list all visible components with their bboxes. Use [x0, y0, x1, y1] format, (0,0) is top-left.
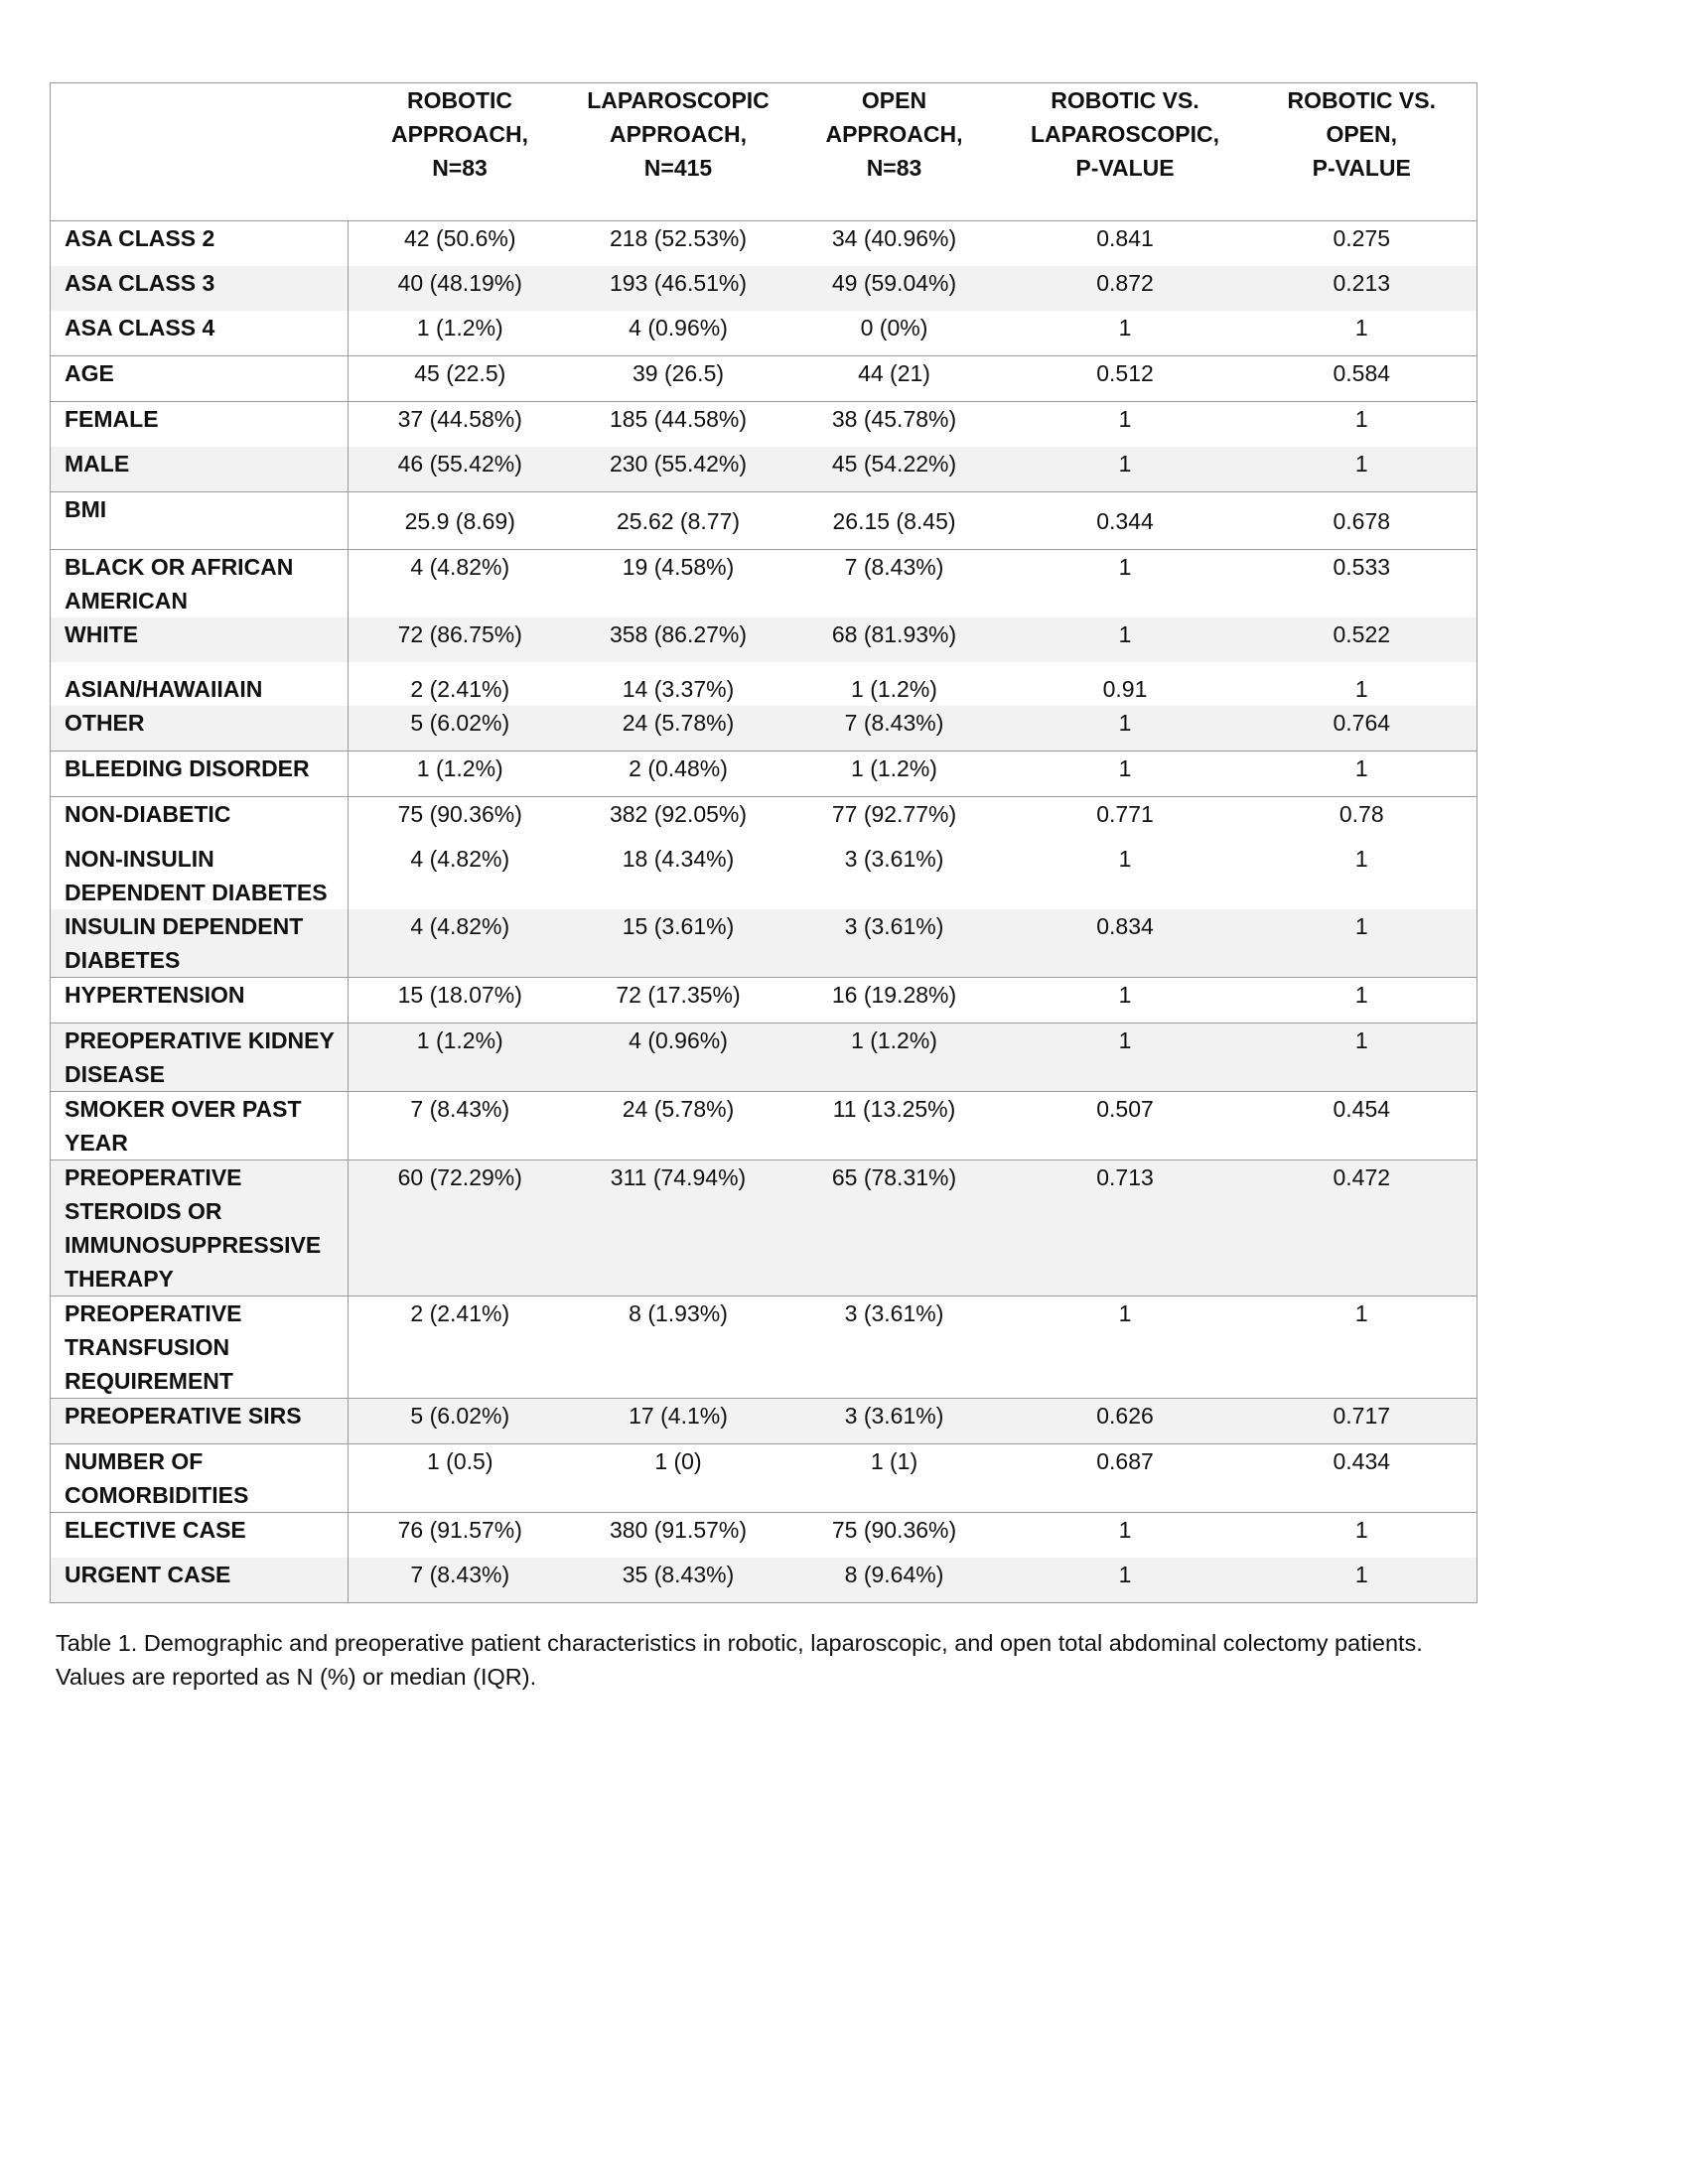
header-line: LAPAROSCOPIC,: [1031, 121, 1219, 147]
cell-value: 0.626: [1004, 1399, 1247, 1444]
table-row: [51, 492, 1477, 550]
cell-value: 7 (8.43%): [349, 1558, 572, 1603]
header-line: ROBOTIC: [406, 87, 513, 113]
table-row: [51, 356, 1477, 402]
cell-value: 4 (4.82%): [410, 846, 510, 872]
cell-value: 0.841: [1096, 225, 1154, 251]
cell-value: 24 (5.78%): [572, 1092, 785, 1160]
header-cell-robotic-vs-open: [1247, 83, 1477, 221]
row-label: AGE: [51, 356, 349, 402]
table-row: [51, 311, 1477, 356]
cell-value: 1: [1004, 617, 1247, 662]
cell-value: 1: [1004, 1558, 1247, 1603]
cell-value: 0.507: [1004, 1092, 1247, 1160]
cell-value: 0.434: [1247, 1444, 1477, 1513]
cell-value: 77 (92.77%): [785, 797, 1004, 843]
cell-value: 68 (81.93%): [785, 617, 1004, 662]
cell-value: 1: [1247, 1297, 1477, 1399]
cell-value: 230 (55.42%): [572, 447, 785, 492]
cell-value: 8 (1.93%): [572, 1297, 785, 1399]
cell-value: 3 (3.61%): [785, 1297, 1004, 1399]
cell-value: 1 (1): [785, 1444, 1004, 1513]
cell-value: 1: [1004, 1024, 1247, 1092]
row-label: ASA CLASS 4: [51, 311, 349, 356]
cell-value: 0.91: [1102, 676, 1148, 702]
row-label: ASA CLASS 3: [51, 266, 349, 311]
cell-value: 1: [1004, 978, 1247, 1024]
cell-value: 1: [1004, 1513, 1247, 1559]
row-label: ELECTIVE CASE: [51, 1513, 349, 1559]
cell-value: 42 (50.6%): [403, 225, 516, 251]
header-line: N=83: [866, 155, 922, 181]
cell-value: 1: [1247, 1024, 1477, 1092]
cell-value: 40 (48.19%): [349, 266, 572, 311]
table-row: [51, 447, 1477, 492]
header-line: ROBOTIC VS.: [1287, 87, 1436, 113]
table-caption: Table 1. Demographic and preoperative patient characteristics in robotic, laparoscopic, and open total abdominal colectomy patients. Values are reported as N (%) or median (IQR).: [56, 1629, 1423, 1690]
cell-value: 38 (45.78%): [785, 402, 1004, 448]
row-label: HYPERTENSION: [51, 978, 349, 1024]
cell-value: 25.9 (8.69): [349, 492, 572, 550]
cell-value: 1 (1.2%): [349, 1024, 572, 1092]
cell-value: 45 (54.22%): [785, 447, 1004, 492]
table-row: [51, 797, 1477, 843]
cell-value: 1 (1.2%): [785, 751, 1004, 797]
cell-value: 3 (3.61%): [785, 1399, 1004, 1444]
row-label: PREOPERATIVE SIRS: [51, 1399, 349, 1444]
cell-value: 1 (1.2%): [785, 1024, 1004, 1092]
cell-value: 0.78: [1247, 797, 1477, 843]
row-label: BLACK OR AFRICAN AMERICAN: [51, 550, 349, 618]
row-label: INSULIN DEPENDENT DIABETES: [51, 909, 349, 978]
table-row: [51, 617, 1477, 662]
cell-value: 1: [1004, 550, 1247, 618]
table-row: [51, 978, 1477, 1024]
table-row: [51, 662, 1477, 706]
cell-value: 380 (91.57%): [572, 1513, 785, 1559]
cell-value: 1: [1004, 1297, 1247, 1399]
cell-value: 1: [1247, 751, 1477, 797]
row-label: ASIAN/HAWAIIAIN: [51, 662, 349, 706]
table-row: [51, 221, 1477, 267]
cell-value: 15 (18.07%): [349, 978, 572, 1024]
cell-value: 76 (91.57%): [349, 1513, 572, 1559]
header-line: P-VALUE: [1312, 155, 1411, 181]
header-line: LAPAROSCOPIC: [587, 87, 770, 113]
row-label: URGENT CASE: [51, 1558, 349, 1603]
cell-value: 0.512: [1004, 356, 1247, 402]
table-row: [51, 1297, 1477, 1399]
cell-value: 1 (1.2%): [349, 751, 572, 797]
table-row: [51, 402, 1477, 448]
cell-value: 0.771: [1004, 797, 1247, 843]
cell-value: 4 (0.96%): [629, 315, 728, 341]
cell-value: 1: [1247, 1513, 1477, 1559]
row-label: NON-DIABETIC: [51, 797, 349, 843]
cell-value: 1: [1004, 402, 1247, 448]
cell-value: 0.584: [1247, 356, 1477, 402]
row-label: PREOPERATIVE STEROIDS OR IMMUNOSUPPRESSIVE THERAPY: [51, 1160, 349, 1297]
table-row: [51, 1513, 1477, 1559]
cell-value: 3 (3.61%): [785, 909, 1004, 978]
cell-value: 1: [1118, 315, 1132, 341]
cell-value: 75 (90.36%): [349, 797, 572, 843]
cell-value: 1: [1354, 846, 1368, 872]
row-label: BLEEDING DISORDER: [51, 751, 349, 797]
table-row: [51, 1160, 1477, 1297]
cell-value: 1: [1118, 846, 1132, 872]
header-line: N=415: [643, 155, 713, 181]
cell-value: 24 (5.78%): [572, 706, 785, 751]
cell-value: 5 (6.02%): [349, 1399, 572, 1444]
cell-value: 0.275: [1333, 225, 1391, 251]
row-label: FEMALE: [51, 402, 349, 448]
table-row: [51, 1444, 1477, 1513]
row-label: MALE: [51, 447, 349, 492]
cell-value: 34 (40.96%): [831, 225, 957, 251]
cell-value: 65 (78.31%): [785, 1160, 1004, 1297]
header-cell-laparoscopic: [572, 83, 785, 221]
cell-value: 19 (4.58%): [572, 550, 785, 618]
cell-value: 0.344: [1004, 492, 1247, 550]
cell-value: 26.15 (8.45): [785, 492, 1004, 550]
cell-value: 4 (0.96%): [572, 1024, 785, 1092]
table-row: [51, 909, 1477, 978]
header-cell-label: [51, 83, 349, 221]
cell-value: 16 (19.28%): [785, 978, 1004, 1024]
cell-value: 0.678: [1247, 492, 1477, 550]
cell-value: 0.213: [1247, 266, 1477, 311]
cell-value: 14 (3.37%): [622, 676, 735, 702]
table-row: [51, 842, 1477, 909]
cell-value: 0.522: [1247, 617, 1477, 662]
cell-value: 1 (0): [572, 1444, 785, 1513]
row-label: PREOPERATIVE TRANSFUSION REQUIREMENT: [51, 1297, 349, 1399]
cell-value: 1: [1354, 315, 1368, 341]
cell-value: 0.764: [1247, 706, 1477, 751]
header-line: ROBOTIC VS.: [1051, 87, 1199, 113]
cell-value: 7 (8.43%): [785, 706, 1004, 751]
row-label: SMOKER OVER PAST YEAR: [51, 1092, 349, 1160]
cell-value: 2 (2.41%): [410, 676, 510, 702]
cell-value: 44 (21): [785, 356, 1004, 402]
cell-value: 382 (92.05%): [572, 797, 785, 843]
cell-value: 311 (74.94%): [572, 1160, 785, 1297]
table-row: [51, 1024, 1477, 1092]
header-line: APPROACH,: [390, 121, 528, 147]
characteristics-table-container: [50, 82, 1477, 1603]
cell-value: 25.62 (8.77): [572, 492, 785, 550]
row-label: WHITE: [51, 617, 349, 662]
cell-value: 46 (55.42%): [349, 447, 572, 492]
cell-value: 1: [1247, 909, 1477, 978]
cell-value: 39 (26.5): [572, 356, 785, 402]
header-line: P-VALUE: [1075, 155, 1175, 181]
row-label: BMI: [51, 492, 349, 550]
cell-value: 1: [1247, 978, 1477, 1024]
cell-value: 193 (46.51%): [572, 266, 785, 311]
cell-value: 8 (9.64%): [785, 1558, 1004, 1603]
characteristics-table: [50, 82, 1477, 1603]
cell-value: 0.472: [1247, 1160, 1477, 1297]
cell-value: 2 (0.48%): [572, 751, 785, 797]
cell-value: 1: [1247, 402, 1477, 448]
cell-value: 72 (17.35%): [572, 978, 785, 1024]
cell-value: 1 (1.2%): [416, 315, 503, 341]
header-row: [51, 83, 1477, 221]
cell-value: 0.454: [1247, 1092, 1477, 1160]
cell-value: 1 (0.5): [349, 1444, 572, 1513]
cell-value: 0.872: [1004, 266, 1247, 311]
cell-value: 0.717: [1247, 1399, 1477, 1444]
cell-value: 37 (44.58%): [349, 402, 572, 448]
table-row: [51, 751, 1477, 797]
cell-value: 218 (52.53%): [609, 225, 748, 251]
header-line: N=83: [432, 155, 488, 181]
cell-value: 11 (13.25%): [785, 1092, 1004, 1160]
row-label: ASA CLASS 2: [51, 221, 349, 267]
cell-value: 0.834: [1004, 909, 1247, 978]
cell-value: 1: [1004, 706, 1247, 751]
cell-value: 18 (4.34%): [622, 846, 735, 872]
cell-value: 2 (2.41%): [349, 1297, 572, 1399]
cell-value: 75 (90.36%): [785, 1513, 1004, 1559]
cell-value: 0.713: [1004, 1160, 1247, 1297]
table-row: [51, 1399, 1477, 1444]
cell-value: 5 (6.02%): [349, 706, 572, 751]
cell-value: 0.533: [1247, 550, 1477, 618]
row-label: PREOPERATIVE KIDNEY DISEASE: [51, 1024, 349, 1092]
header-cell-robotic: [349, 83, 572, 221]
table-row: [51, 1558, 1477, 1603]
header-line: OPEN: [861, 87, 927, 113]
cell-value: 1: [1004, 447, 1247, 492]
header-cell-open: [785, 83, 1004, 221]
cell-value: 60 (72.29%): [349, 1160, 572, 1297]
cell-value: 358 (86.27%): [572, 617, 785, 662]
cell-value: 15 (3.61%): [572, 909, 785, 978]
cell-value: 1: [1354, 676, 1368, 702]
cell-value: 1: [1247, 447, 1477, 492]
cell-value: 7 (8.43%): [349, 1092, 572, 1160]
cell-value: 0 (0%): [860, 315, 928, 341]
cell-value: 1 (1.2%): [851, 676, 937, 702]
row-label: NON-INSULIN DEPENDENT DIABETES: [51, 842, 349, 909]
table-row: [51, 706, 1477, 751]
cell-value: 0.687: [1004, 1444, 1247, 1513]
cell-value: 35 (8.43%): [572, 1558, 785, 1603]
header-line: OPEN,: [1326, 121, 1398, 147]
cell-value: 17 (4.1%): [572, 1399, 785, 1444]
header-line: APPROACH,: [825, 121, 963, 147]
cell-value: 4 (4.82%): [349, 909, 572, 978]
table-row: [51, 266, 1477, 311]
row-label: OTHER: [51, 706, 349, 751]
cell-value: 1: [1247, 1558, 1477, 1603]
cell-value: 45 (22.5): [349, 356, 572, 402]
cell-value: 185 (44.58%): [572, 402, 785, 448]
cell-value: 4 (4.82%): [349, 550, 572, 618]
cell-value: 3 (3.61%): [844, 846, 944, 872]
table-row: [51, 1092, 1477, 1160]
row-label: NUMBER OF COMORBIDITIES: [51, 1444, 349, 1513]
cell-value: 72 (86.75%): [349, 617, 572, 662]
cell-value: 7 (8.43%): [785, 550, 1004, 618]
table-row: [51, 550, 1477, 618]
cell-value: 1: [1004, 751, 1247, 797]
cell-value: 49 (59.04%): [785, 266, 1004, 311]
header-cell-robotic-vs-laparoscopic: [1004, 83, 1247, 221]
header-line: APPROACH,: [609, 121, 747, 147]
